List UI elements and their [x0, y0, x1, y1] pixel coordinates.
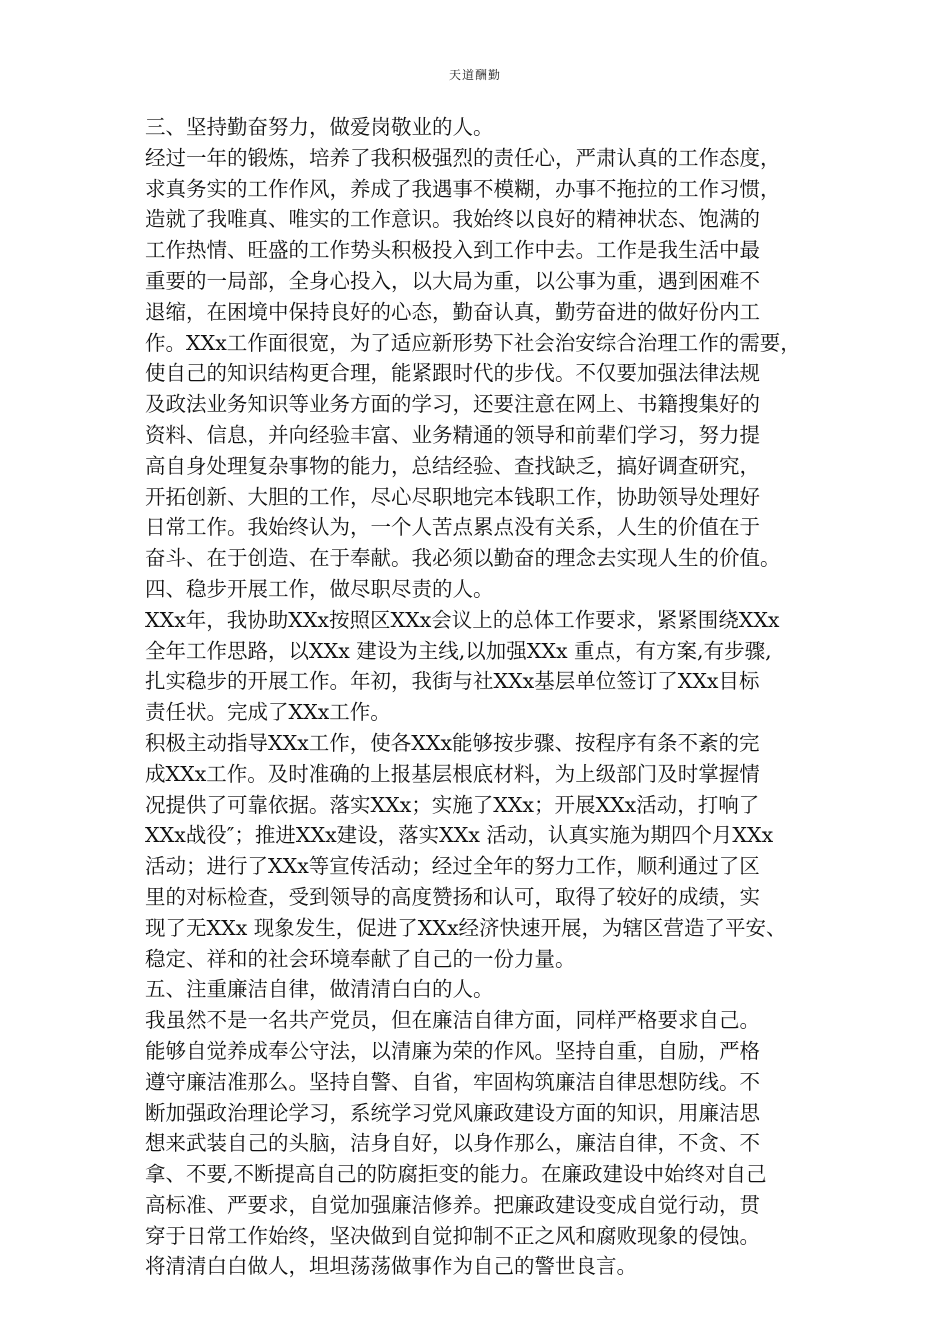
text-line: 拿、不要,不断提高自己的防腐拒变的能力。在廉政建设中始终对自己: [145, 1162, 767, 1187]
text-line: 积极主动指导XXx工作，使各XXx能够按步骤、按程序有条不紊的完: [145, 730, 760, 755]
text-line: 求真务实的工作作风，养成了我遇事不模糊，办事不拖拉的工作习惯，: [145, 176, 781, 201]
text-line: 及政法业务知识等业务方面的学习，还要注意在网上、书籍搜集好的: [145, 392, 760, 417]
text-line: 日常工作。我始终认为，一个人苦点累点没有关系，人生的价值在于: [145, 515, 760, 540]
text-line: 活动；进行了XXx等宣传活动；经过全年的努力工作，顺利通过了区: [145, 854, 760, 879]
text-line: 经过一年的锻炼，培养了我积极强烈的责任心，严肃认真的工作态度，: [145, 145, 781, 170]
text-line: 现了无XXx 现象发生，促进了XXx经济快速开展，为辖区营造了平安、: [145, 915, 787, 940]
text-line: 使自己的知识结构更合理，能紧跟时代的步伐。不仅要加强法律法规: [145, 361, 760, 386]
text-line: 造就了我唯真、唯实的工作意识。我始终以良好的精神状态、饱满的: [145, 207, 760, 232]
text-line: 穿于日常工作始终，坚决做到自觉抑制不正之风和腐败现象的侵蚀。: [145, 1223, 760, 1248]
page-header: 天道酬勤: [448, 68, 501, 82]
text-line: 奋斗、在于创造、在于奉献。我必须以勤奋的理念去实现人生的价值。: [145, 546, 781, 571]
text-line: 退缩，在困境中保持良好的心态，勤奋认真，勤劳奋进的做好份内工: [145, 299, 760, 324]
text-line: 遵守廉洁准那么。坚持自警、自省，牢固构筑廉洁自律思想防线。不: [145, 1069, 760, 1094]
text-line: 断加强政治理论学习，系统学习党风廉政建设方面的知识，用廉洁思: [145, 1100, 760, 1125]
text-line: 作。XXx工作面很宽，为了适应新形势下社会治安综合治理工作的需要，: [145, 330, 801, 355]
text-line: 全年工作思路，以XXx 建设为主线,以加强XXx 重点，有方案,有步骤,: [145, 638, 772, 663]
text-line: XXx战役″；推进XXx建设，落实XXx 活动，认真实施为期四个月XXx: [145, 823, 774, 848]
text-line: 五、注重廉洁自律，做清清白白的人。: [145, 977, 494, 1002]
text-line: 高自身处理复杂事物的能力，总结经验、查找缺乏，搞好调查研究，: [145, 453, 760, 478]
text-line: 高标准、严要求，自觉加强廉洁修养。把廉政建设变成自觉行动，贯: [145, 1192, 760, 1217]
text-line: 成XXx工作。及时准确的上报基层根底材料，为上级部门及时掌握情: [145, 761, 760, 786]
text-line: 能够自觉养成奉公守法，以清廉为荣的作风。坚持自重，自励，严格: [145, 1038, 760, 1063]
text-line: 资料、信息，并向经验丰富、业务精通的领导和前辈们学习，努力提: [145, 422, 760, 447]
text-line: 扎实稳步的开展工作。年初，我街与社XXx基层单位签订了XXx目标: [145, 669, 760, 694]
text-line: 开拓创新、大胆的工作，尽心尽职地完本钱职工作，协助领导处理好: [145, 484, 760, 509]
text-line: 工作热情、旺盛的工作势头积极投入到工作中去。工作是我生活中最: [145, 238, 760, 263]
text-line: 况提供了可靠依据。落实XXx；实施了XXx；开展XXx活动，打响了: [145, 792, 760, 817]
document-body: [145, 112, 820, 1282]
text-line: 将清清白白做人，坦坦荡荡做事作为自己的警世良言。: [145, 1254, 637, 1279]
text-line: 稳定、祥和的社会环境奉献了自己的一份力量。: [145, 946, 576, 971]
text-line: 四、稳步开展工作，做尽职尽责的人。: [145, 576, 494, 601]
text-line: 想来武装自己的头脑，洁身自好，以身作那么，廉洁自律，不贪、不: [145, 1131, 760, 1156]
text-line: 责任状。完成了XXx工作。: [145, 700, 391, 725]
text-line: XXx年，我协助XXx按照区XXx会议上的总体工作要求，紧紧围绕XXx: [145, 607, 780, 632]
text-line: 里的对标检查，受到领导的高度赞扬和认可，取得了较好的成绩，实: [145, 884, 760, 909]
text-line: 三、坚持勤奋努力，做爱岗敬业的人。: [145, 115, 494, 139]
text-line: 我虽然不是一名共产党员，但在廉洁自律方面，同样严格要求自己。: [145, 1008, 760, 1033]
text-line: 重要的一局部，全身心投入，以大局为重，以公事为重，遇到困难不: [145, 268, 760, 293]
